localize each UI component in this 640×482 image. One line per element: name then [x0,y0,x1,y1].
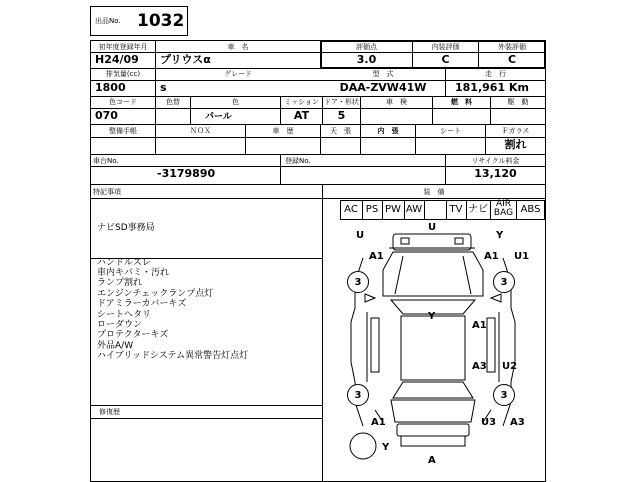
reg-date-value: H24/09 [95,53,139,66]
damage-mark: Y [496,230,504,241]
grade-label: グレード [224,70,252,78]
mission-label: ミッション [284,98,319,106]
equipment-ac: AC [344,204,358,215]
damage-mark: Y [382,442,390,453]
damage-mark: Y [428,311,436,322]
chassis-label: 車台No. [93,157,119,165]
plate-label: 登録No. [285,157,311,165]
damage-mark: U [356,230,365,241]
equipment-aw: AW [405,204,423,215]
fuel-label: 燃 料 [451,98,472,106]
note-item: ハンドルスレ [97,258,151,268]
first-note: ナビSD事務局 [97,223,155,233]
equipment-navi: ナビ [468,204,488,215]
displacement-label: 排気量(cc) [105,70,141,78]
repaint-label: 色替 [166,98,180,106]
front-glass-value: 割れ [504,138,527,151]
inspection-label: 車 検 [386,98,407,106]
door-shape-value: 5 [337,109,346,122]
roof-lining-label: 天 張 [330,127,351,135]
note-item: ドアミラーカバーキズ [97,299,187,309]
damage-mark: A3 [472,361,487,372]
score-value: 3.0 [356,53,377,66]
recycle-fee-value: 13,120 [474,167,517,180]
equipment-tv: TV [449,204,463,215]
interior-grade-value: C [441,53,450,66]
nox-label: ＮＯＸ [190,127,211,135]
note-item: 外品A/W [97,341,134,351]
displacement-value: 1800 [95,81,126,94]
seat-label: シート [440,127,461,135]
mileage-label: 走 行 [485,70,506,78]
history-label: 車 歴 [272,127,294,135]
front-glass-label: Ｆガラス [501,127,530,135]
damage-mark: A1 [472,320,487,331]
chassis-value: -3179890 [157,167,216,180]
damage-mark: A3 [510,417,525,428]
damage-mark: U1 [514,251,530,262]
color-code-label: 色コード [109,98,137,106]
notes-section-label: 特記事項 [93,188,121,196]
damage-mark: U2 [502,361,518,372]
exterior-grade-label: 外装評価 [498,43,526,51]
damage-mark: A1 [369,251,384,262]
model-label: 型 式 [372,70,394,78]
car-name-value: プリウスα [160,53,211,66]
drive-label: 駆 動 [507,98,529,106]
car-damage-diagram [323,222,545,480]
damage-mark: A [428,455,436,466]
damage-mark: A1 [484,251,499,262]
color-value: パール [205,112,232,122]
door-shape-label: ドア・形状 [324,98,359,106]
note-item: エンジンチェックランプ点灯 [97,289,214,299]
maintenance-book-label: 整備手帳 [109,127,137,135]
note-item: 車内キバミ・汚れ [97,268,170,278]
recycle-fee-label: リサイクル料金 [471,157,520,165]
damage-mark: U3 [481,417,497,428]
note-item: ハイブリッドシステム異常警告灯点灯 [97,351,249,361]
interior-lining-label: 内 張 [377,127,399,135]
equipment-abs: ABS [520,204,541,215]
equipment-section-label: 装 備 [423,188,445,196]
damage-mark: A1 [371,417,386,428]
wheel-score-rear-left: 3 [347,384,369,406]
equipment-ps: PS [365,204,379,215]
mission-value: AT [293,109,310,122]
lot-number-value: 1032 [137,11,185,31]
color-code-value: 070 [95,109,118,122]
wheel-score-rear-right: 3 [493,384,515,406]
equipment-pw: PW [385,204,401,215]
note-item: ローダウン [97,320,143,330]
wheel-score-front-right: 3 [493,271,515,293]
grade-value: s [160,81,167,94]
repair-history-label: 修復歴 [99,408,120,416]
note-item: ランプ割れ [97,278,143,288]
color-label: 色 [232,98,239,106]
reg-date-label: 初年度登録年月 [98,43,148,51]
mileage-value: 181,961 Km [455,81,529,94]
wheel-score-front-left: 3 [347,271,369,293]
equipment-airbag: AIR BAG [493,199,514,218]
damage-mark: U [428,222,437,233]
interior-grade-label: 内装評価 [431,43,460,51]
note-item: プロテクターキズ [97,330,169,340]
car-name-label: 車 名 [227,43,249,51]
lot-number-box [90,6,188,36]
score-label: 評価点 [356,43,377,51]
exterior-grade-value: C [507,53,517,66]
lot-number-label: 出品No. [95,17,121,25]
note-item: シートヘタリ [97,310,152,320]
model-value: DAA-ZVW41W [339,81,427,94]
